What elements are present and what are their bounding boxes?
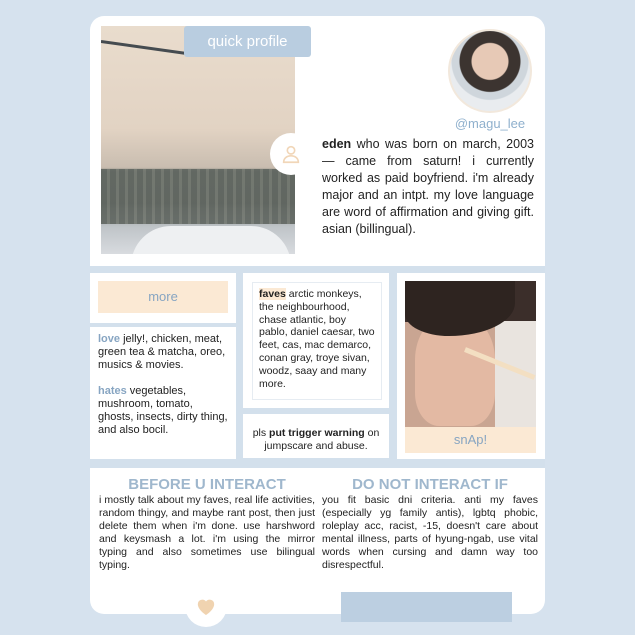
hates-keyword: hates bbox=[98, 385, 127, 397]
trigger-keyword: put trigger warning bbox=[269, 427, 365, 439]
love-list: jelly!, chicken, meat, green tea & matcha, oreo, musics & movies. bbox=[98, 333, 226, 371]
trigger-warning-text bbox=[246, 427, 386, 453]
cover-photo bbox=[101, 26, 295, 254]
snap-button[interactable]: snAp! bbox=[405, 427, 536, 453]
bottom-bar bbox=[341, 592, 512, 622]
trigger-pre: pls bbox=[252, 427, 270, 439]
bio-text bbox=[322, 136, 534, 238]
bio-body: who was born on march, 2003 — came from saturn! i currently worked as paid boyfriend. i'm already major and an intpt. my love language are word of affirmation and giving gift. asian (billingual). bbox=[322, 137, 534, 236]
dni-heading: DO NOT INTERACT IF bbox=[352, 476, 508, 493]
bio-name: eden bbox=[322, 137, 352, 151]
username-handle: @magu_lee bbox=[454, 116, 526, 131]
before-interact-heading: BEFORE U INTERACT bbox=[128, 476, 286, 493]
avatar bbox=[448, 29, 532, 113]
quick-profile-label: quick profile bbox=[184, 26, 311, 57]
love-keyword: love bbox=[98, 333, 121, 345]
likes-text bbox=[98, 333, 230, 437]
faves-list: arctic monkeys, the neighbourhood, chase atlantic, boy pablo, daniel caesar, two feet, cas, mac demarco, conan gray, troye sivan, woodz, saay and many more. bbox=[259, 288, 375, 390]
hates-list: vegetables, mushroom, tomato, ghosts, insects, dirty thing, and also bocil. bbox=[98, 385, 228, 436]
trigger-post: on jumpscare and abuse. bbox=[264, 427, 380, 452]
faves-keyword: faves bbox=[259, 288, 286, 300]
dni-text: you fit basic dni criteria. anti my faves (especially yg family antis), lgbtq phobic, roleplay acc, racist, -15, doesn't care about mental illness, parts of hyung-ngab, use vital words when cursing and damn way too disrespectful. bbox=[322, 494, 538, 571]
faves-text bbox=[259, 288, 377, 390]
heart-icon bbox=[185, 585, 227, 627]
selfie-photo bbox=[405, 281, 536, 427]
user-icon bbox=[270, 133, 312, 175]
more-button[interactable]: more bbox=[98, 281, 228, 313]
before-interact-text: i mostly talk about my faves, real life activities, random thingy, and maybe rant post, then just delete them when i'm done. use harshword and keysmash a lot. i'm using the mirror typing and also sometimes use bilingual typing. bbox=[99, 494, 315, 571]
